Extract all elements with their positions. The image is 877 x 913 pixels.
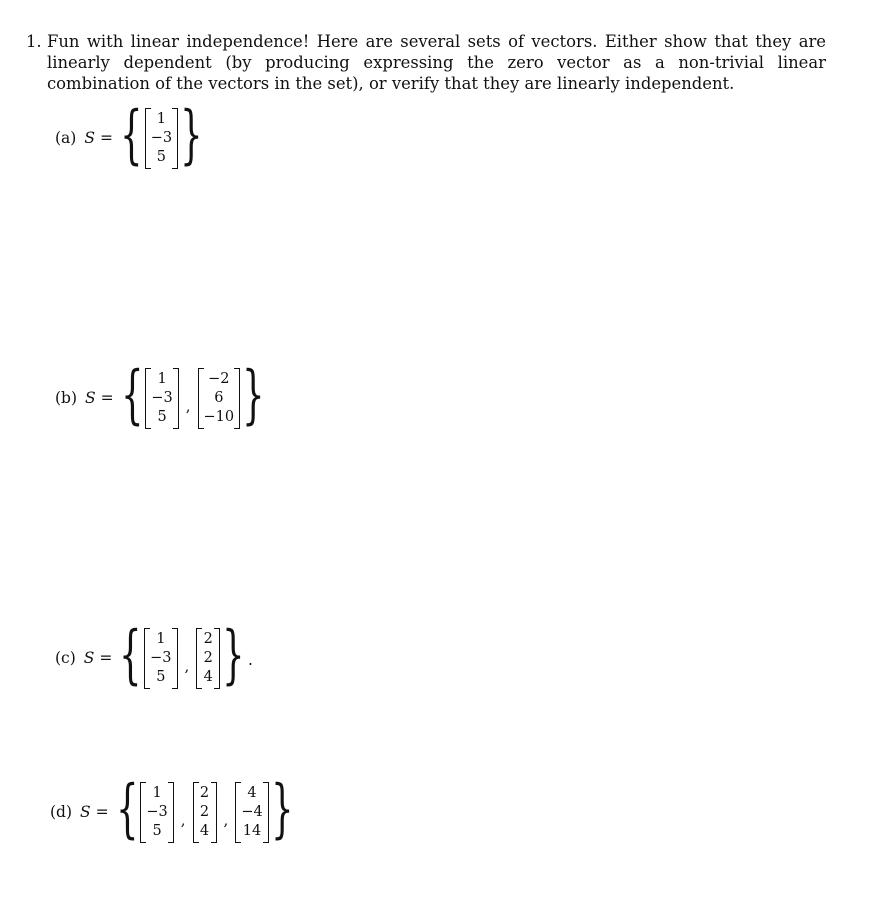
close-brace: } (242, 358, 265, 432)
vector-entry: 2 (199, 803, 210, 820)
vector (193, 782, 217, 843)
vector-entry: 4 (199, 822, 210, 839)
part-b (55, 358, 266, 432)
set-symbol: S (80, 803, 91, 821)
vector-entry: 2 (203, 630, 213, 647)
vector-entry: 2 (199, 784, 210, 801)
problem-number: 1. (26, 32, 42, 51)
vector-entry: 5 (152, 822, 162, 839)
set-symbol: S (84, 129, 95, 147)
vector (145, 108, 178, 169)
vector-entry: 14 (242, 822, 262, 839)
open-brace: { (119, 618, 142, 692)
part-d (50, 772, 294, 846)
equals-sign: = (100, 389, 114, 407)
vector-entry: 2 (203, 649, 213, 666)
equals-sign: = (99, 129, 113, 147)
vector (235, 782, 268, 843)
equals-sign: = (95, 803, 109, 821)
vector-entry: −3 (151, 389, 173, 406)
open-brace: { (115, 772, 139, 846)
part-label: (d) (50, 803, 73, 821)
vector-entry: 5 (156, 148, 166, 165)
vector-entry: 1 (156, 630, 166, 647)
trailing-period: . (248, 651, 253, 669)
close-brace: } (222, 618, 245, 692)
vector-entry: −4 (241, 803, 263, 820)
close-brace: } (270, 772, 294, 846)
problem-statement: Fun with linear independence! Here are several sets of vectors. Either show that they are linearly dependent (by producing expressing the zero vector as a non-trivial linear combination of the vectors in the set), or verify that they are linearly independent. (47, 32, 826, 93)
vector-entry: 4 (203, 668, 213, 685)
part-label: (a) (55, 129, 77, 147)
vector-entry: 5 (156, 668, 166, 685)
vector-entry: 5 (157, 408, 167, 425)
vector-entry: −2 (208, 370, 230, 387)
vector-entry: 1 (152, 784, 162, 801)
vector (144, 628, 177, 689)
vector-entry: −3 (146, 803, 168, 820)
vector-entry: −3 (150, 129, 173, 146)
comma-separator: , (184, 657, 190, 675)
vector-entry: 6 (214, 389, 224, 406)
set-symbol: S (83, 649, 95, 667)
vector (145, 368, 178, 429)
vector (196, 628, 220, 689)
vector (140, 782, 173, 843)
vector-entry: 1 (156, 110, 166, 127)
part-a (55, 98, 204, 172)
comma-separator: , (223, 811, 229, 829)
vector-entry: −10 (203, 408, 235, 425)
problem-1 (26, 31, 826, 94)
vector-entry: 4 (247, 784, 257, 801)
vector-entry: 1 (157, 370, 167, 387)
open-brace: { (120, 98, 143, 172)
equals-sign: = (99, 649, 113, 667)
part-label: (c) (55, 649, 76, 667)
close-brace: } (180, 98, 203, 172)
comma-separator: , (185, 397, 191, 415)
comma-separator: , (180, 811, 186, 829)
open-brace: { (120, 358, 144, 432)
vector-entry: −3 (150, 649, 172, 666)
set-symbol: S (85, 389, 96, 407)
vector (198, 368, 241, 429)
part-c (55, 618, 253, 692)
part-label: (b) (55, 389, 78, 407)
